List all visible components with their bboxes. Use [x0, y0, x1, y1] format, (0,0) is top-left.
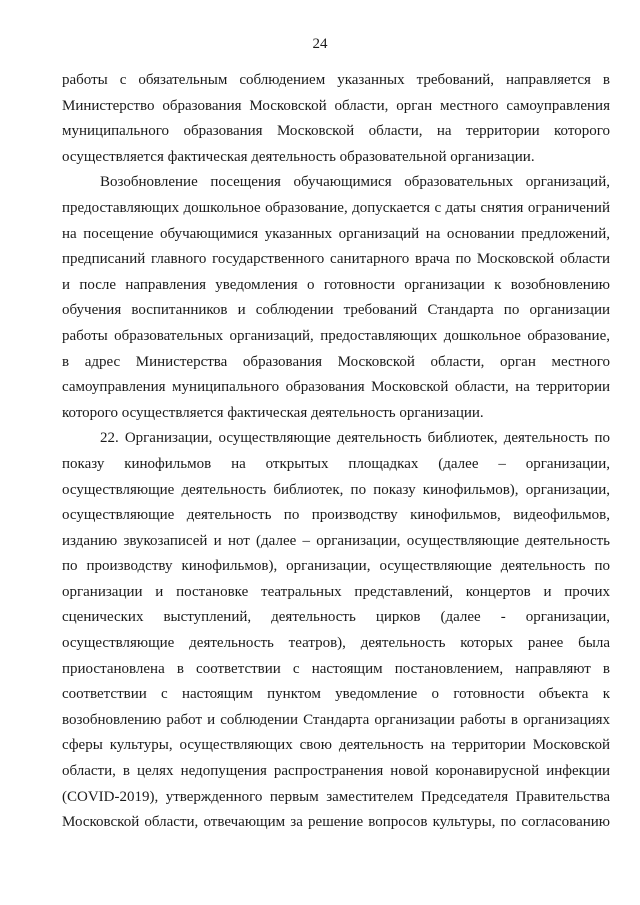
text-line: в адрес Министерства образования Московской области, орган местного: [62, 353, 610, 370]
text-line: осуществляется фактическая деятельность образовательной организации.: [62, 148, 535, 165]
text-line: осуществляющие деятельность по производству кинофильмов, видеофильмов,: [62, 507, 610, 524]
text-line: обучения воспитанников и соблюдении требований Стандарта по организации: [62, 302, 610, 319]
text-line: соответствии с настоящим пунктом уведомление о готовности объекта к: [62, 686, 610, 703]
text-line: показу кинофильмов на открытых площадках (далее – организации,: [62, 455, 610, 472]
text-line: организации и постановке театральных представлений, концертов и прочих: [62, 583, 610, 600]
text-line: Возобновление посещения обучающимися образовательных организаций,: [100, 174, 610, 191]
text-line: осуществляющие деятельность театров), деятельность которых ранее была: [62, 635, 610, 652]
text-line: области, в целях недопущения распространения новой коронавирусной инфекции: [62, 763, 610, 780]
text-line: предписаний главного государственного санитарного врача по Московской области: [62, 251, 610, 268]
text-line: приостановлена в соответствии с настоящим постановлением, направляют в: [62, 660, 610, 677]
text-line: муниципального образования Московской области, на территории которого: [62, 123, 610, 140]
text-line: самоуправления муниципального образования Московской области, на территории: [62, 379, 610, 396]
text-line: 22. Организации, осуществляющие деятельность библиотек, деятельность по: [100, 430, 610, 447]
text-line: изданию звукозаписей и нот (далее – организации, осуществляющие деятельность: [62, 532, 610, 549]
paragraph: [62, 68, 610, 170]
text-line: осуществляющие деятельность библиотек, по показу кинофильмов), организации,: [62, 481, 610, 498]
document-body: [62, 68, 610, 836]
paragraph: [62, 426, 610, 836]
text-line: по производству кинофильмов), организации, осуществляющие деятельность по: [62, 558, 610, 575]
text-line: работы с обязательным соблюдением указанных требований, направляется в: [62, 72, 610, 88]
text-line: предоставляющих дошкольное образование, допускается с даты снятия ограничений: [62, 199, 610, 216]
text-line: Министерство образования Московской области, орган местного самоуправления: [62, 97, 610, 114]
text-line: на посещение обучающимися указанных организаций на основании предложений,: [62, 225, 610, 242]
text-line: работы образовательных организаций, предоставляющих дошкольное образование,: [62, 327, 610, 344]
text-line: (COVID-2019), утвержденного первым заместителем Председателя Правительства: [62, 788, 610, 805]
text-line: и после направления уведомления о готовности организации к возобновлению: [62, 276, 610, 293]
page-number: 24: [312, 36, 328, 52]
text-line: сценических выступлений, деятельность цирков (далее - организации,: [62, 609, 610, 626]
text-line: возобновлению работ и соблюдении Стандарта организации работы в организациях: [62, 711, 610, 728]
paragraph: [62, 170, 610, 426]
text-line: которого осуществляется фактическая деятельность организации.: [62, 404, 484, 421]
text-line: сферы культуры, осуществляющих свою деятельность на территории Московской: [62, 737, 610, 754]
text-line: Московской области, отвечающим за решение вопросов культуры, по согласованию: [62, 814, 610, 831]
